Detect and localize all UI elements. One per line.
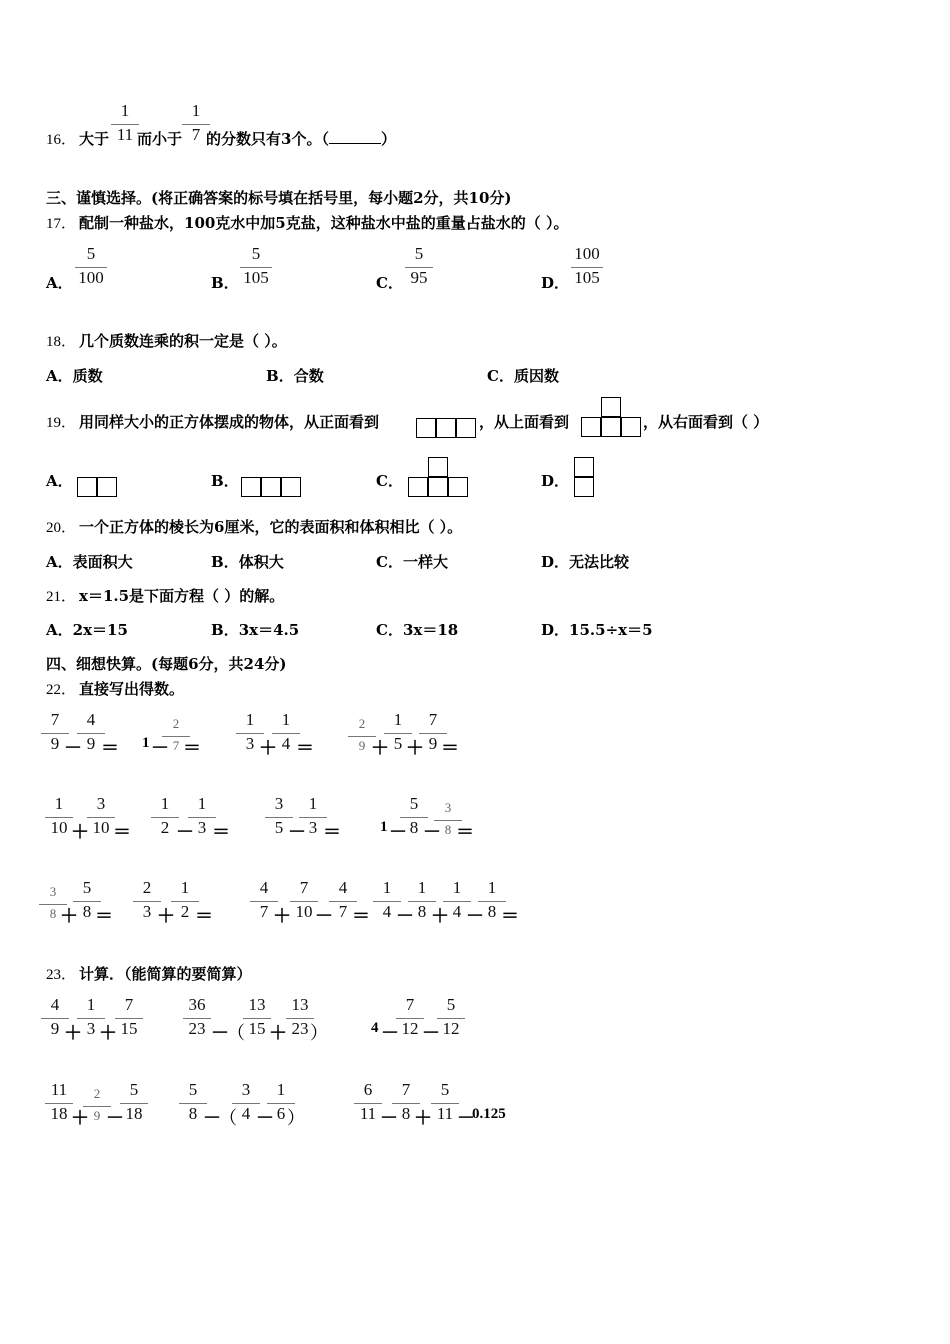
section-3-title: 三、谨慎选择。(将正确答案的标号填在括号里，每小题2分，共10分) — [46, 189, 512, 207]
q21-option-a[interactable]: A．2x＝15 — [46, 621, 128, 639]
q18-stem: 几个质数连乘的积一定是（ ）。 — [79, 332, 287, 350]
q20-option-b[interactable]: B．体积大 — [211, 553, 284, 571]
q16-number: 16． — [46, 132, 77, 148]
q20-option-a[interactable]: A．表面积大 — [46, 553, 133, 571]
q21-number: 21． — [46, 589, 77, 605]
q17-stem: 配制一种盐水，100克水中加5克盐，这种盐水中盐的重量占盐水的（ ）。 — [79, 214, 569, 232]
q19-stem-2: ，从上面看到 — [479, 413, 570, 431]
q21-option-b[interactable]: B．3x＝4.5 — [211, 621, 300, 639]
q20-stem: 一个正方体的棱长为6厘米，它的表面积和体积相比（ ）。 — [79, 518, 463, 536]
q16-lead: 大于 — [79, 130, 110, 148]
q17-option-c-letter[interactable]: C． — [376, 274, 403, 292]
q18-option-c[interactable]: C．质因数 — [487, 367, 559, 385]
q20-option-c[interactable]: C．一样大 — [376, 553, 448, 571]
q16-blank[interactable] — [329, 131, 381, 144]
q19-option-a-letter[interactable]: A． — [46, 472, 73, 490]
q22-stem: 直接写出得数。 — [79, 680, 185, 698]
q19-stem-3: ，从右面看到（ ） — [643, 413, 769, 431]
q17-number: 17． — [46, 216, 77, 232]
q19-option-d-letter[interactable]: D． — [541, 472, 570, 490]
q20-number: 20． — [46, 520, 77, 536]
q16-answer-line[interactable]: 的分数只有3个。（ ） — [206, 130, 396, 148]
q17-option-d-letter[interactable]: D． — [541, 274, 570, 292]
q23-stem: 计算．（能简算的要简算） — [79, 965, 252, 983]
q17-option-b-letter[interactable]: B． — [211, 274, 239, 292]
q22-number: 22． — [46, 682, 77, 698]
q18-option-a[interactable]: A．质数 — [46, 367, 103, 385]
q18-number: 18． — [46, 334, 77, 350]
q20-option-d[interactable]: D．无法比较 — [541, 553, 630, 571]
q16-mid: 而小于 — [137, 130, 183, 148]
q18-option-b[interactable]: B．合数 — [266, 367, 324, 385]
q19-number: 19． — [46, 415, 77, 431]
q21-option-d[interactable]: D．15.5÷x＝5 — [541, 621, 653, 639]
q19-option-b-letter[interactable]: B． — [211, 472, 239, 490]
q21-option-c[interactable]: C．3x＝18 — [376, 621, 459, 639]
q23-number: 23． — [46, 967, 77, 983]
section-4-title: 四、细想快算。(每题6分，共24分) — [46, 655, 287, 673]
q21-stem: x＝1.5是下面方程（ ）的解。 — [79, 587, 285, 605]
q19-stem-1: 用同样大小的正方体摆成的物体，从正面看到 — [79, 413, 380, 431]
q19-option-c-letter[interactable]: C． — [376, 472, 403, 490]
q17-option-a-letter[interactable]: A． — [46, 274, 73, 292]
